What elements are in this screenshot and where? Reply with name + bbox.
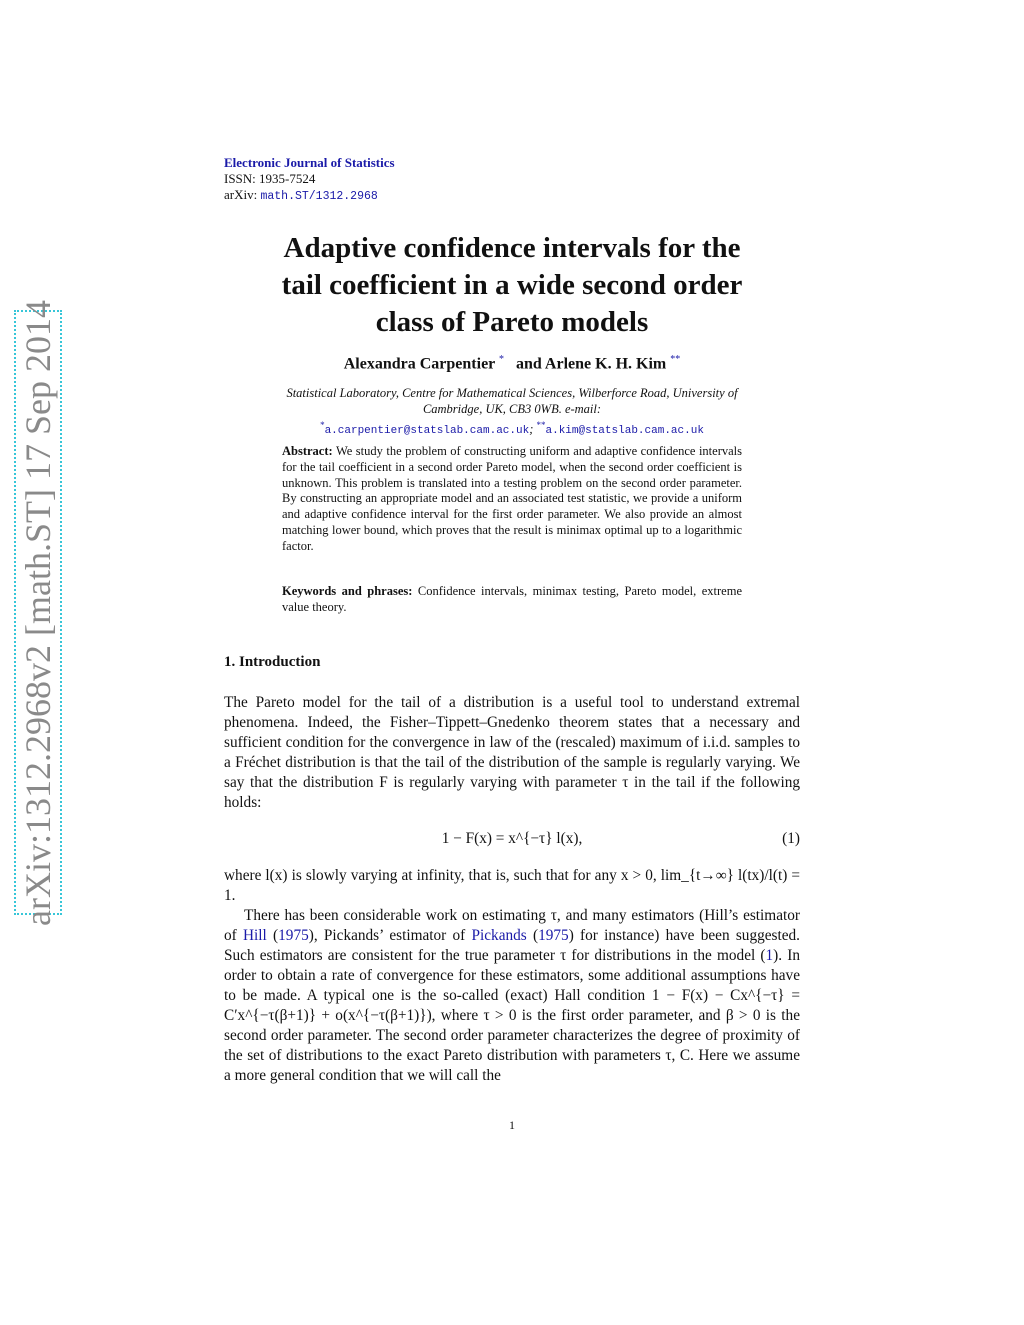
- email-1-link[interactable]: a.carpentier@statslab.cam.ac.uk: [324, 425, 530, 438]
- paragraph-2: where l(x) is slowly varying at infinity, that is, such that for any x > 0, lim_{t→∞} l(tx)/l(t) = 1.: [224, 867, 800, 904]
- email-line: [228, 417, 796, 439]
- email-1-mark: *: [320, 420, 325, 430]
- issn: ISSN: 1935-7524: [224, 171, 316, 186]
- title-line-3: class of Pareto models: [375, 306, 649, 338]
- author-2: and Arlene K. H. Kim: [516, 355, 667, 373]
- abstract: [282, 444, 742, 555]
- email-separator: ;: [529, 422, 534, 437]
- affiliation-line-1: Statistical Laboratory, Centre for Mathematical Sciences, Wilberforce Road, University of: [286, 386, 738, 400]
- paper-title: [200, 230, 824, 341]
- equation-expression: 1 − F(x) = x^{−τ} l(x),: [441, 830, 583, 847]
- arxiv-id-link[interactable]: math.ST/1312.2968: [260, 190, 378, 203]
- p3-text-c: ) for instance) have been suggested. Such estimators are consistent for the true parameter τ for distributions in the model (: [224, 927, 800, 964]
- arxiv-label: arXiv:: [224, 187, 261, 202]
- affiliation: [228, 385, 796, 439]
- email-2-mark: **: [536, 420, 546, 430]
- paragraph-3: There has been considerable work on estimating τ, and many estimators (Hill’s estimator of Hill (1975), Pickands’ estimator of Pickands (1975) for instance) have been suggested. Such estimators are consistent for the true parameter τ for distributions in the model (1). In order to obtain a rate of convergence for these estimators, some additional assumptions have to be made. A typical one is the so-called (exact) Hall condition 1 − F(x) − Cx^{−τ} = C′x^{−τ(β+1)} + o(x^{−τ(β+1)}), where τ > 0 is the first order parameter, and β > 0 is the second order parameter. The second order parameter characterizes the degree of proximity of the set of distributions to the exact Pareto distribution with parameters τ, C. Here we assume a more general condition that we will call the: [224, 907, 800, 1084]
- paragraph-1: The Pareto model for the tail of a distribution is a useful tool to understand extremal phenomena. Indeed, the Fisher–Tippett–Gnedenko theorem states that a necessary and sufficient condition for the convergence in law of the (rescaled) maximum of i.i.d. samples to a Fréchet distribution is that the tail of the distribution of the sample is regularly varying. We say that the distribution F is regularly varying with parameter τ in the tail if the following holds:: [224, 694, 800, 811]
- p3-text-d: ). In order to obtain a rate of convergence for these estimators, some additional assumptions have to be made. A typical one is the so-called (exact) Hall condition 1 − F(x) − Cx^{−τ} = C′x^{−τ(β+1)} + o(x^{−τ(β+1)}), where τ > 0 is the first order parameter, and β > 0 is the second order parameter. The second order parameter characterizes the degree of proximity of the set of distributions to the exact Pareto distribution with parameters τ, C. Here we assume a more general condition that we will call the: [224, 947, 800, 1084]
- title-line-2: tail coefficient in a wide second order: [281, 269, 743, 301]
- ref-hill-link[interactable]: Hill: [243, 927, 267, 944]
- arxiv-line: [224, 187, 395, 205]
- author-2-footnote-mark[interactable]: **: [670, 354, 681, 365]
- equation-number: (1): [782, 830, 800, 847]
- email-2-link[interactable]: a.kim@statslab.cam.ac.uk: [545, 425, 704, 438]
- ref-pickands-year-link[interactable]: 1975: [538, 927, 569, 944]
- p3-text-b: ), Pickands’ estimator of: [308, 927, 472, 944]
- affiliation-line-2: Cambridge, UK, CB3 0WB. e-mail:: [422, 402, 602, 416]
- keywords-text: Confidence intervals, minimax testing, Pareto model, extreme value theory.: [282, 584, 742, 614]
- keywords-label: Keywords and phrases:: [282, 584, 413, 598]
- author-1: Alexandra Carpentier: [343, 355, 495, 373]
- p3-text-a: There has been considerable work on estimating τ, and many estimators (Hill’s estimator of: [224, 907, 800, 944]
- journal-name-link[interactable]: Electronic Journal of Statistics: [224, 155, 395, 170]
- ref-equation-1-link[interactable]: 1: [765, 947, 774, 964]
- page-number: 1: [509, 1118, 515, 1132]
- arxiv-side-stamp: [14, 299, 62, 926]
- abstract-text: We study the problem of constructing uniform and adaptive confidence intervals for the tail coefficient in a second order Pareto model, when the second order coefficient is unknown. This problem is translated into a testing problem on the second order parameter. By constructing an appropriate model and an associated test statistic, we provide a uniform and adaptive confidence interval for the first order parameter. We also provide an almost matching lower bound, which proves that the result is minimax optimal up to a logarithmic factor.: [282, 444, 743, 553]
- section-heading-introduction: 1. Introduction: [224, 654, 321, 670]
- title-line-1: Adaptive confidence intervals for the: [283, 232, 741, 264]
- authors: [200, 354, 824, 373]
- author-1-footnote-mark[interactable]: *: [499, 354, 504, 365]
- journal-header: [224, 155, 395, 205]
- abstract-label: Abstract:: [282, 444, 333, 458]
- ref-hill-year-link[interactable]: 1975: [278, 927, 309, 944]
- ref-pickands-link[interactable]: Pickands: [471, 927, 527, 944]
- arxiv-stamp-text: arXiv:1312.2968v2 [math.ST] 17 Sep 2014: [18, 299, 58, 926]
- keywords: [282, 584, 742, 616]
